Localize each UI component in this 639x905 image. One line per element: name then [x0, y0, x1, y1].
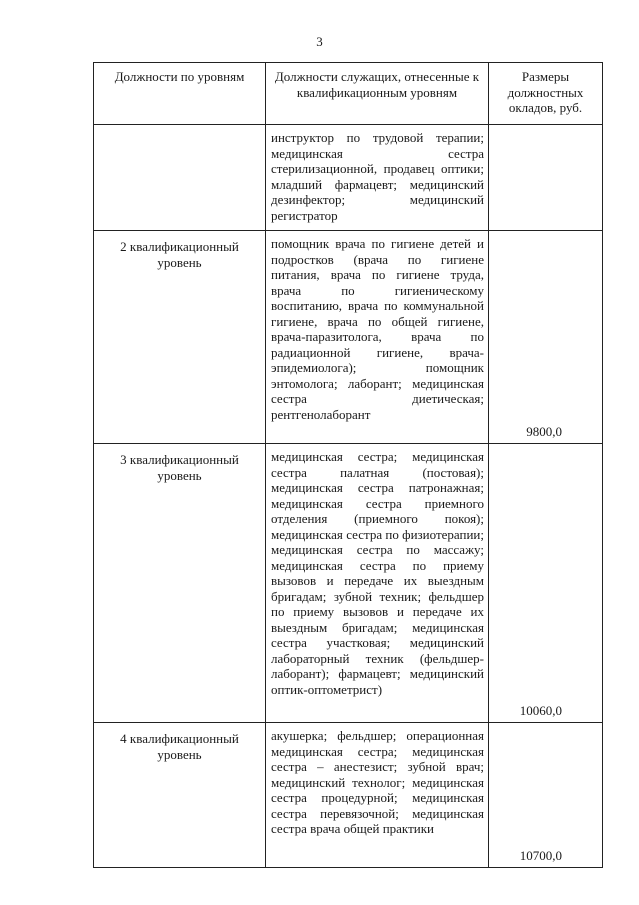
- page-number: 3: [316, 34, 323, 49]
- table-row: [94, 231, 603, 444]
- header-salary: Размеры должностных окладов, руб.: [489, 63, 603, 125]
- level-cell: 2 квалификационный уровень: [94, 231, 266, 444]
- table-header-row: [94, 63, 603, 125]
- header-positions: Должности служащих, отнесенные к квалификационным уровням: [266, 63, 489, 125]
- level-cell: [94, 125, 266, 231]
- positions-cell: инструктор по трудовой терапии; медицинская сестра стерилизационной, продавец оптики; младший фармацевт; медицинский дезинфектор; медицинский регистратор: [266, 125, 489, 231]
- table-row: [94, 444, 603, 723]
- salary-table: [93, 62, 603, 868]
- salary-cell: 10700,0: [489, 723, 603, 868]
- table-row: [94, 723, 603, 868]
- positions-cell: акушерка; фельдшер; операционная медицинская сестра; медицинская сестра – анестезист; зубной врач; медицинский технолог; медицинская сестра процедурной; медицинская сестра перевязочной; медицинская сестра врача общей практики: [266, 723, 489, 868]
- positions-cell: медицинская сестра; медицинская сестра палатная (постовая); медицинская сестра патронажная; медицинская сестра приемного отделения (приемного покоя); медицинская сестра по физиотерапии; медицинская сестра по массажу; медицинская сестра по приему вызовов и передаче их выездным бригадам; зубной техник; фельдшер по приему вызовов и передаче их выездным бригадам; медицинская сестра участковая; медицинский лабораторный техник (фельдшер-лаборант); фармацевт; медицинский оптик-оптометрист): [266, 444, 489, 723]
- positions-cell: помощник врача по гигиене детей и подростков (врача по гигиене питания, врача по гигиене труда, врача по гигиеническому воспитанию, врача по коммунальной гигиене, врача по общей гигиене, врача-паразитолога, врача по радиационной гигиене, врача-эпидемиолога); помощник энтомолога; лаборант; медицинская сестра диетическая; рентгенолаборант: [266, 231, 489, 444]
- level-cell: 3 квалификационный уровень: [94, 444, 266, 723]
- salary-cell: [489, 125, 603, 231]
- salary-cell: 9800,0: [489, 231, 603, 444]
- table-row: [94, 125, 603, 231]
- salary-cell: 10060,0: [489, 444, 603, 723]
- header-level: Должности по уровням: [94, 63, 266, 125]
- level-cell: 4 квалификационный уровень: [94, 723, 266, 868]
